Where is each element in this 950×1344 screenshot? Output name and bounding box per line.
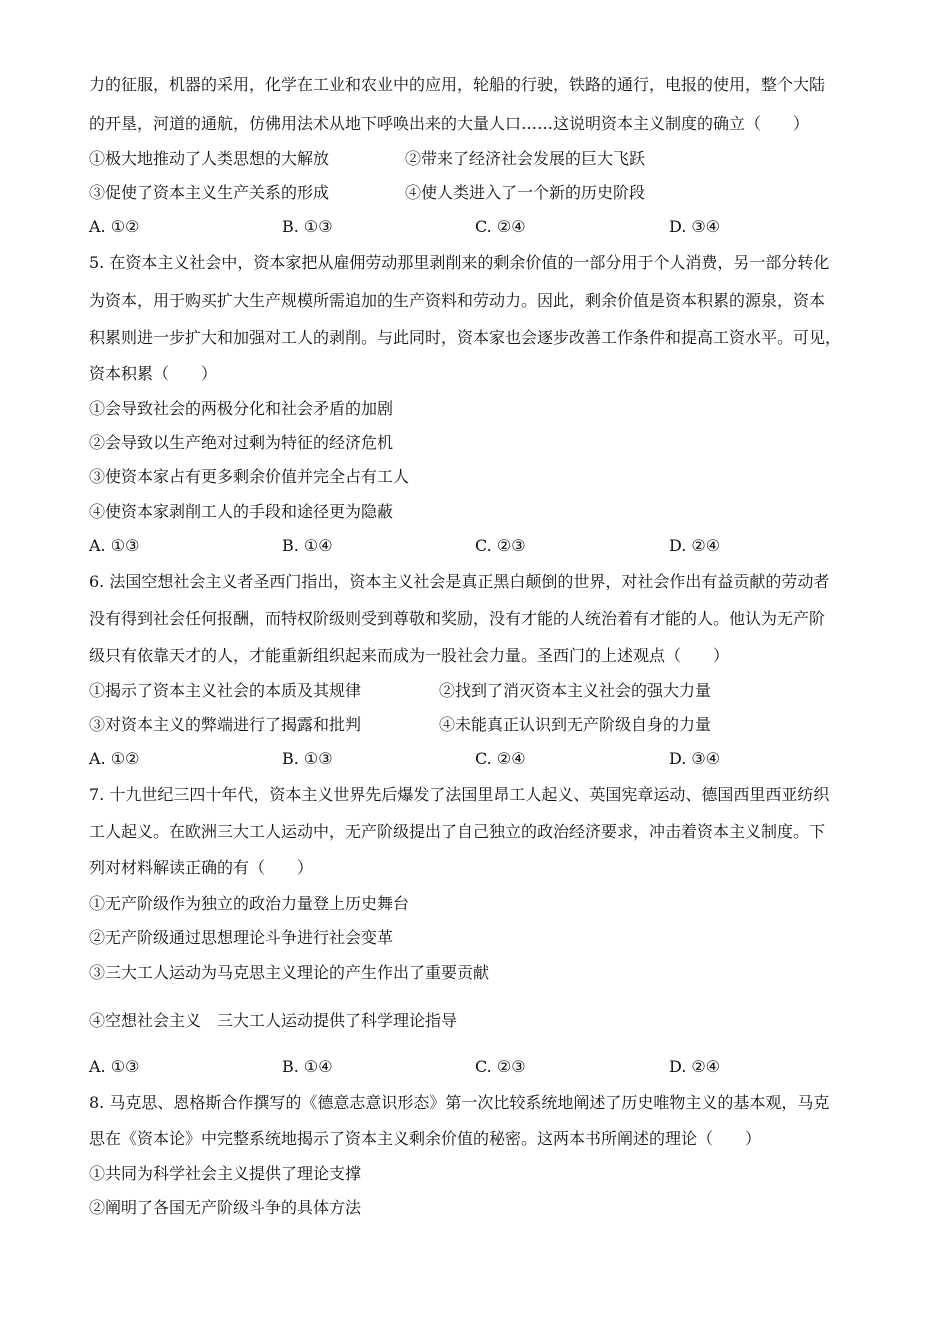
q5-stem-line-2: 为资本，用于购买扩大生产规模所需追加的生产资料和劳动力。因此，剩余价值是资本积累的源泉，资本 [89,291,826,310]
q5-option-b[interactable]: B. ①④ [282,536,333,555]
q6-option-d[interactable]: D. ③④ [669,749,721,768]
q5-stem-line-3: 积累则进一步扩大和加强对工人的剥削。与此同时，资本家也会逐步改善工作条件和提高工资水平。可见， [89,328,842,347]
q8-stem-line-1: 8. 马克思、恩格斯合作撰写的《德意志意识形态》第一次比较系统地阐述了历史唯物主义的基本观，马克 [89,1093,830,1112]
q6-item-4: ④未能真正认识到无产阶级自身的力量 [439,715,712,734]
q4-item-1: ①极大地推动了人类思想的大解放 [89,149,330,168]
q6-stem-line-1: 6. 法国空想社会主义者圣西门指出，资本主义社会是真正黑白颠倒的世界，对社会作出有益贡献的劳动者 [89,572,830,591]
q7-stem-line-3: 列对材料解读正确的有（ ） [89,858,314,877]
q7-item-1: ①无产阶级作为独立的政治力量登上历史舞台 [89,894,410,913]
q5-item-1: ①会导致社会的两极分化和社会矛盾的加剧 [89,399,394,418]
q4-option-a[interactable]: A. ①② [89,217,140,236]
q6-item-1: ①揭示了资本主义社会的本质及其规律 [89,681,362,700]
q7-option-d[interactable]: D. ②④ [669,1057,721,1076]
q4-item-3: ③促使了资本主义生产关系的形成 [89,183,330,202]
q7-stem-line-2: 工人起义。在欧洲三大工人运动中，无产阶级提出了自己独立的政治经济要求，冲击着资本主义制度。下 [89,822,826,841]
q5-item-3: ③使资本家占有更多剩余价值并完全占有工人 [89,467,410,486]
q5-option-a[interactable]: A. ①③ [89,536,140,555]
q4-option-c[interactable]: C. ②④ [475,217,526,236]
q8-item-1: ①共同为科学社会主义提供了理论支撑 [89,1164,362,1183]
q4-stem-line-1: 力的征服，机器的采用，化学在工业和农业中的应用，轮船的行驶，铁路的通行，电报的使用，整个大陆 [89,75,826,94]
q7-item-3: ③三大工人运动为马克思主义理论的产生作出了重要贡献 [89,963,490,982]
q7-item-4: ④空想社会主义 三大工人运动提供了科学理论指导 [89,1011,458,1030]
q5-option-c[interactable]: C. ②③ [475,536,526,555]
q5-stem-line-1: 5. 在资本主义社会中，资本家把从雇佣劳动那里剥削来的剩余价值的一部分用于个人消费，另一部分转化 [89,253,830,272]
q7-option-b[interactable]: B. ①④ [282,1057,333,1076]
q7-stem-line-1: 7. 十九世纪三四十年代，资本主义世界先后爆发了法国里昂工人起义、英国宪章运动、德国西里西亚纺织 [89,785,830,804]
q6-item-3: ③对资本主义的弊端进行了揭露和批判 [89,715,362,734]
q4-stem-line-2: 的开垦，河道的通航，仿佛用法术从地下呼唤出来的大量人口……这说明资本主义制度的确立（ ） [89,114,810,133]
q8-item-2: ②阐明了各国无产阶级斗争的具体方法 [89,1198,362,1217]
q6-option-b[interactable]: B. ①③ [282,749,333,768]
q5-stem-line-4: 资本积累（ ） [89,364,218,383]
q5-option-d[interactable]: D. ②④ [669,536,721,555]
q7-option-a[interactable]: A. ①③ [89,1057,140,1076]
q5-item-2: ②会导致以生产绝对过剩为特征的经济危机 [89,433,394,452]
q8-stem-line-2: 思在《资本论》中完整系统地揭示了资本主义剩余价值的秘密。这两本书所阐述的理论（ ） [89,1129,762,1148]
q6-item-2: ②找到了消灭资本主义社会的强大力量 [439,681,712,700]
q4-item-4: ④使人类进入了一个新的历史阶段 [405,183,646,202]
q6-stem-line-3: 级只有依靠天才的人，才能重新组织起来而成为一股社会力量。圣西门的上述观点（ ） [89,646,730,665]
q4-option-b[interactable]: B. ①③ [282,217,333,236]
q7-item-2: ②无产阶级通过思想理论斗争进行社会变革 [89,928,394,947]
q6-option-a[interactable]: A. ①② [89,749,140,768]
q6-option-c[interactable]: C. ②④ [475,749,526,768]
q6-stem-line-2: 没有得到社会任何报酬，而特权阶级则受到尊敬和奖励，没有才能的人统治着有才能的人。他认为无产阶 [89,609,826,628]
q4-item-2: ②带来了经济社会发展的巨大飞跃 [405,149,646,168]
q5-item-4: ④使资本家剥削工人的手段和途径更为隐蔽 [89,502,394,521]
q7-option-c[interactable]: C. ②③ [475,1057,526,1076]
q4-option-d[interactable]: D. ③④ [669,217,721,236]
